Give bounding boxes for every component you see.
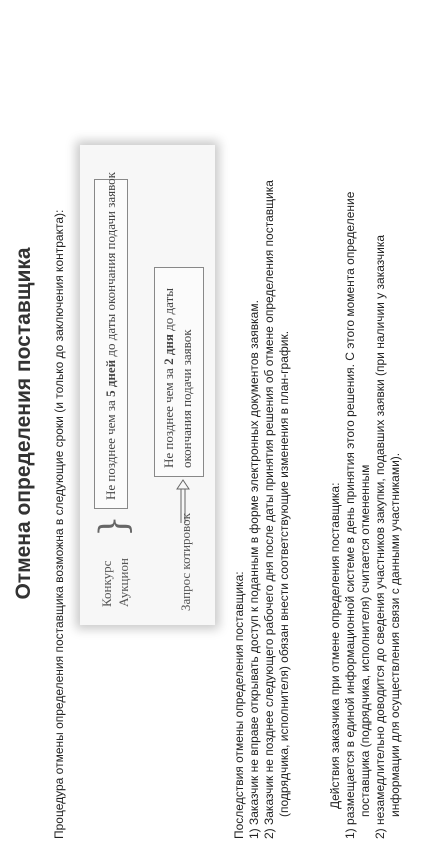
intro-text: Процедура отмены определения поставщика возможна в следующие сроки (и только до заключения контракта): [52,209,66,839]
box1-post: до даты окончания подачи заявок [103,172,118,360]
deadline-diagram [80,145,215,625]
consequence-item-1: 1) Заказчик не вправе открывать доступ к поданным в форме электронных документов заявкам. [247,300,261,839]
konkurs-auction-label [98,547,132,607]
consequence-item-2: 2) Заказчик не позднее следующего рабочего дня после даты принятия решения об отмене определения поставщика [262,180,276,839]
consequences-heading: Последствия отмены определения поставщика: [232,571,246,839]
box1-pre: Не позднее чем за [103,396,118,500]
konkurs-label: Конкурс [99,560,114,607]
zapros-label: Запрос котировок [178,513,193,611]
actions-section [328,4,403,839]
box2-bold: 2 дня [161,334,176,365]
action-item-2: 2) незамедлительно доводится до сведения участников закупки, подавших заявки (при наличии у заказчика [373,234,387,839]
right-arrow-icon [176,479,190,525]
auction-label: Аукцион [116,558,131,607]
action-item-1-cont: поставщика (подрядчика, исполнителя) считается отмененным [358,464,372,817]
page-title: Отмена определения поставщика [12,247,35,600]
deadline-box-2-days [154,267,204,477]
deadline-box-5-days [94,172,128,509]
curly-brace-icon: } [92,515,136,537]
box2-pre: Не позднее чем за [161,364,176,468]
box2-post: до даты окончания подачи заявок [161,287,194,468]
consequence-item-2-cont: (подрядчика, исполнителя) обязан внести соответствующие изменения в план-график. [277,330,291,817]
action-item-2-cont: информации для осуществления связи с данными участниками). [388,452,402,817]
actions-heading: Действия заказчика при отмене определения поставщика: [328,482,342,809]
consequences-section [232,4,292,839]
box1-bold: 5 дней [103,359,118,397]
action-item-1: 1) размещается в единой информационной системе в день принятия этого решения. С этого момента определение [343,191,357,839]
